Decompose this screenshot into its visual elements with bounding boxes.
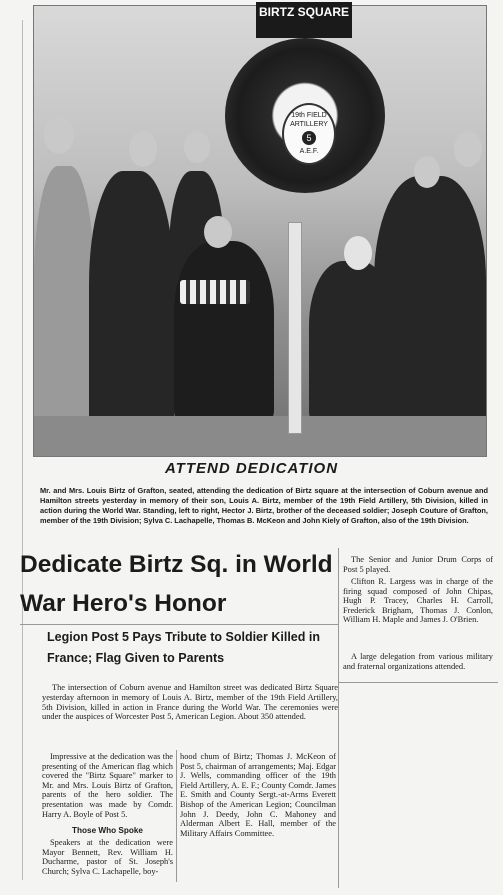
emblem-text-bottom: A.E.F. [299, 148, 319, 155]
head [184, 131, 210, 163]
head [414, 156, 440, 188]
uniformed-man [89, 171, 174, 456]
col3-paragraph-2: Clifton R. Largess was in charge of the firing squad composed of John Chipas, Hugh P. Tracey, Charles H. Carroll, Frederick Brigham, Thomas J. Conlon, William H. Maple and James J. O'Brien. [343, 577, 493, 625]
head [454, 131, 482, 167]
head [204, 216, 232, 248]
col1-subhead: Those Who Spoke [72, 826, 143, 835]
marker-post [288, 222, 302, 434]
standing-man-left [34, 166, 94, 456]
article-lead: The intersection of Coburn avenue and Hamilton street was dedicated Birtz Square yesterday afternoon in memory of Louis A. Birtz, member of the 19th Field Artillery, 5th Division, killed in action in France during the World War. The ceremonies were under the auspices of Worcester Post 5, American Legion. About 350 attended. [42, 683, 338, 722]
margin-rule [22, 20, 23, 880]
head [44, 116, 74, 154]
article-subhead: Legion Post 5 Pays Tribute to Soldier Killed in France; Flag Given to Parents [47, 630, 320, 665]
group-right [374, 176, 486, 436]
head [129, 131, 157, 167]
emblem-number: 5 [302, 131, 316, 145]
col3-paragraph-3: A large delegation from various military and fraternal organizations attended. [343, 652, 493, 671]
headline-rule [20, 624, 338, 625]
col1-paragraph: Impressive at the dedication was the presenting of the American flag which covered the "Birtz Square" marker to Mr. and Mrs. Louis Birtz of Grafton, parents of the hero soldier. The presentation was made by Comdr. Harry A. Boyle of Post 5. [42, 752, 173, 819]
col2-paragraph: hood chum of Birtz; Thomas J. McKeon of Post 5, chairman of arrangements; Maj. Edgar J. Wells, commanding officer of the 19th Field Artillery, A. E. F.; County Comdr. James E. Smith and County Sergt.-at-Arms Everett Bishop of the American Legion; Councilman John J. Deedy, John C. Mahoney and Alderman Albert E. Hall, member of the Military Affairs Committee. [180, 752, 336, 838]
birtz-square-sign: BIRTZ SQUARE [256, 2, 352, 38]
column-rule-right [338, 548, 339, 888]
artillery-emblem [282, 103, 336, 165]
col3-end-rule [338, 682, 498, 683]
col1-paragraph-2: Speakers at the dedication were Mayor Bennett, Rev. William H. Ducharme, pastor of St. Joseph's Church; Sylva C. Lachapelle, boy- [42, 838, 173, 876]
seated-woman [174, 241, 274, 421]
column-rule [176, 750, 177, 882]
caption-text: Mr. and Mrs. Louis Birtz of Grafton, seated, attending the dedication of Birtz square at the intersection of Coburn avenue and Hamilton streets yesterday in memory of their son, Louis A. Birtz, member of the 19th Field Artillery, 5th Division, killed in action during the World War. Standing, left to right, Hector J. Birtz, brother of the deceased soldier; Joseph Couture of Grafton, member of the 19th Division; Sylva C. Lachapelle, Thomas B. McKeon and John Kiely of Grafton, also of the 19th Division. [40, 486, 488, 525]
head [344, 236, 372, 270]
col3-paragraph-1: The Senior and Junior Drum Corps of Post 5 played. [343, 555, 493, 574]
caption-title: ATTEND DEDICATION [164, 460, 339, 477]
emblem-text-top: 19th FIELD ARTILLERY [290, 112, 328, 128]
article-headline: Dedicate Birtz Sq. in World War Hero's Honor [20, 551, 333, 617]
ground [34, 416, 486, 456]
folded-flag [180, 280, 250, 304]
